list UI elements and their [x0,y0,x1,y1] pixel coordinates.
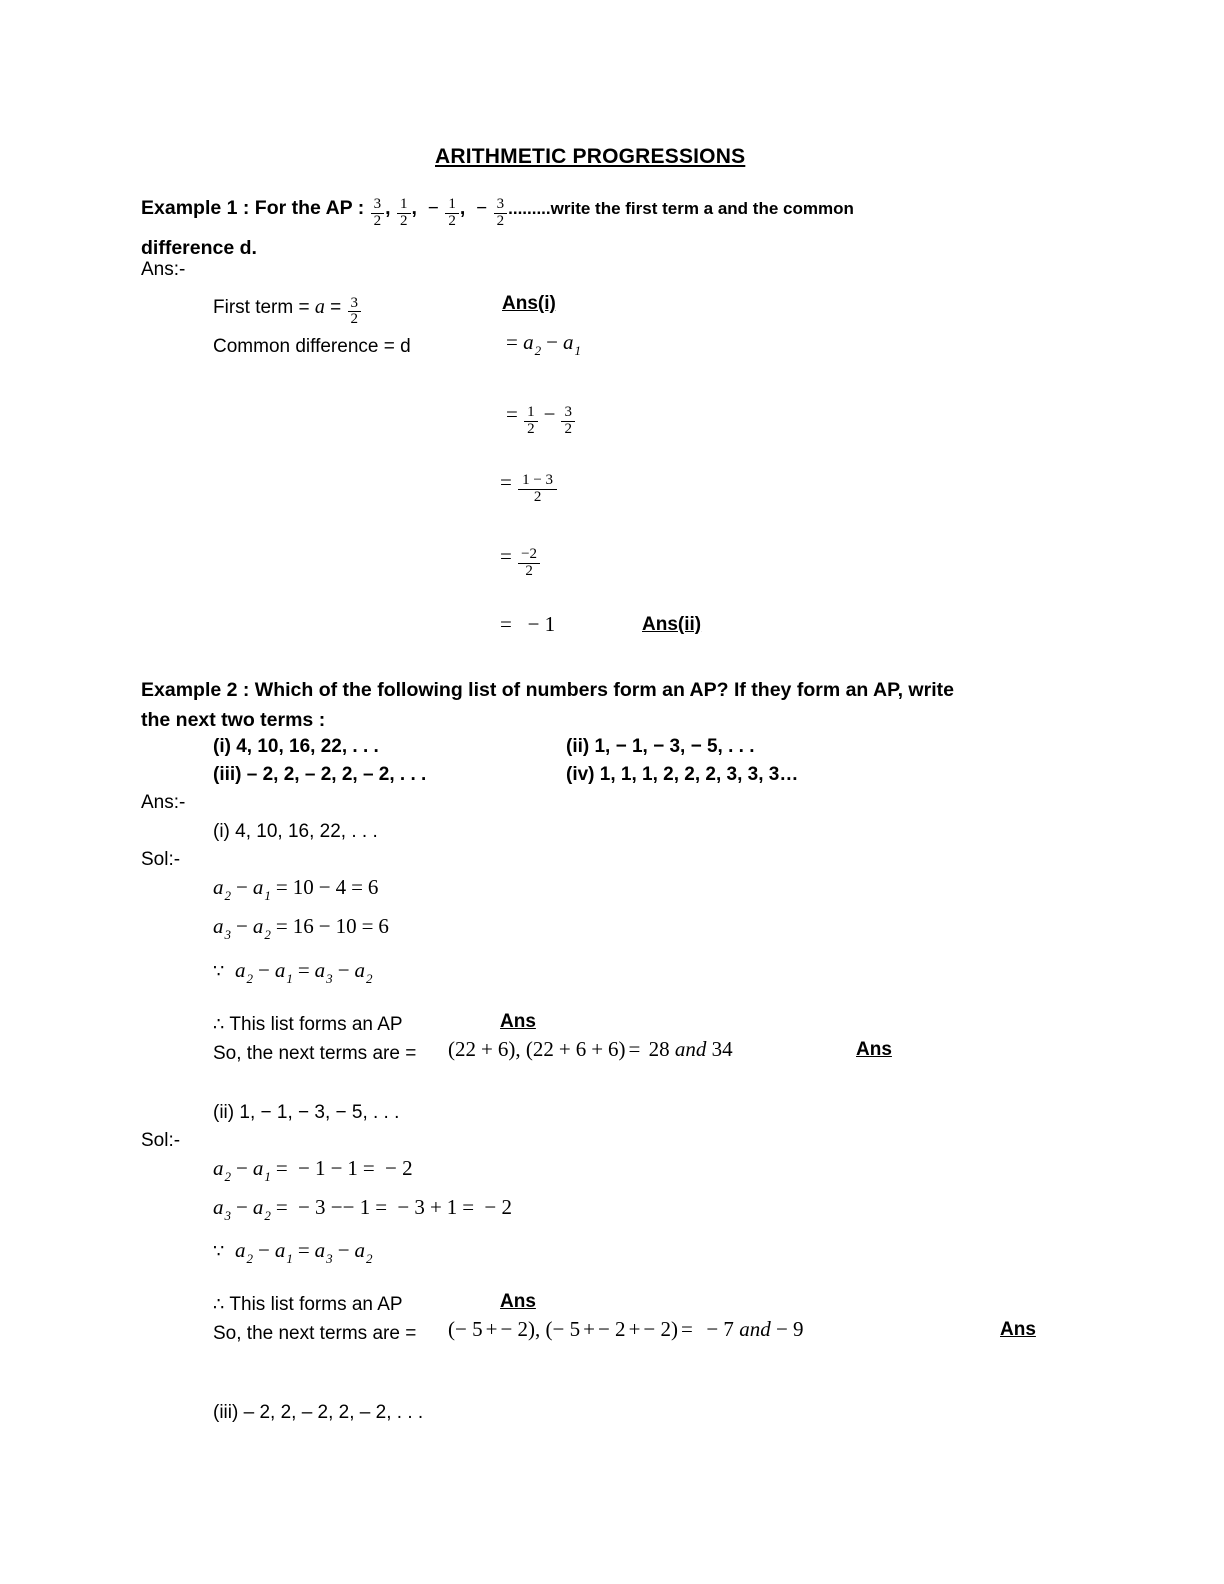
part-i-sol-label: Sol:- [141,849,181,870]
example1-ans-label: Ans:- [141,259,186,280]
example2-heading-line1: Example 2 : Which of the following list of numbers form an AP? If they form an AP, write [141,679,954,701]
cd-step-5: = − 1 [500,612,556,636]
part-i-line1: $a_2 - a_1 = 10 - 4 = 6$ [213,875,379,903]
seq-term-4: $\frac{3}{2}$ [494,197,508,229]
part-ii-next-terms-math: (− 5 + − 2), (− 5 + − 2 + − 2) = − 7 and − 9 [448,1317,804,1341]
part-ii-because: ∵ $a_2 - a_1 = a_3 - a_2$ [213,1238,373,1266]
example2-heading-line2: the next two terms : [141,709,326,731]
example1-heading-line1 [141,188,854,229]
example1-first-term-row [213,292,362,328]
part-ii-conclusion-visible: This list forms an AP [229,1294,403,1315]
example2-item-ii: (ii) 1, − 1, − 3, − 5, . . . [566,736,755,757]
part-i-line2: $a_3 - a_2 = 16 - 10 = 6$ [213,914,389,942]
therefore-icon-2: ∴ [213,1294,225,1315]
example2-item-i: (i) 4, 10, 16, 22, . . . [213,736,379,757]
seq-term-3: $\frac{1}{2}$ [445,197,459,229]
part-i-conclusion [213,1010,403,1040]
cd-step-2: = $\frac{1}{2}$ − $\frac{3}{2}$ [506,402,576,437]
part-ii-conclusion-ans: Ans [500,1291,536,1312]
example1-tail: .........write the first term a and the common [508,199,854,218]
seq-comma-1: , [385,197,391,219]
cd-step4-frac: $\frac{-2}{2}$ [518,547,540,579]
part-ii-line2: $a_3 - a_2$ = − 3 −− 1 = − 3 + 1 = − 2 [213,1195,512,1223]
part-i-conclusion-ans: Ans [500,1011,536,1032]
first-term-var: a [314,296,325,318]
cd-step-4: = $\frac{-2}{2}$ [500,544,541,579]
example1-heading-line2: difference d. [141,237,257,259]
cd-step2-frac-b: $\frac{3}{2}$ [561,405,575,437]
part-ii-restate: (ii) 1, − 1, − 3, − 5, . . . [213,1102,400,1123]
seq-minus-3: − [427,198,439,219]
seq-comma-3: , [459,197,466,219]
part-ii-next-terms-ans: Ans [1000,1319,1036,1340]
part-i-because: ∵ $a_2 - a_1 = a_3 - a_2$ [213,958,373,986]
part-ii-next-terms-prefix: So, the next terms are = [213,1323,417,1344]
cd-step-3: = $\frac{1 - 3}{2}$ [500,470,558,505]
first-term-eq: = [330,297,342,318]
seq-comma-2: , [411,197,417,219]
seq-minus-4: − [476,198,488,219]
example2-item-iv: (iv) 1, 1, 1, 2, 2, 2, 3, 3, 3… [566,764,799,785]
part-ii-sol-label: Sol:- [141,1130,181,1151]
cd-step-1: = $a_2 - a_1$ [506,330,581,358]
example1-label: Example 1 : For the AP : [141,197,365,219]
part-i-next-terms-math: (22 + 6), (22 + 6 + 6) = 28 and 34 [448,1037,733,1061]
part-i-restate: (i) 4, 10, 16, 22, . . . [213,821,378,842]
first-term-text: First term = [213,297,310,318]
example2-item-iii: (iii) – 2, 2, – 2, 2, – 2, . . . [213,764,427,785]
seq-term-1: $\frac{3}{2}$ [371,197,385,229]
part-i-next-terms-ans: Ans [856,1039,892,1060]
ans-ii-marker: Ans(ii) [642,614,702,635]
page-title: ARITHMETIC PROGRESSIONS [435,145,746,168]
part-ii-conclusion [213,1290,403,1320]
part-iii-restate: (iii) – 2, 2, – 2, 2, – 2, . . . [213,1402,424,1423]
ans-i-marker: Ans(i) [502,293,556,314]
common-difference-label: Common difference = d [213,336,411,357]
first-term-value: $\frac{3}{2}$ [348,296,362,328]
example2-ans-label: Ans:- [141,792,186,813]
part-i-conclusion-visible: This list forms an AP [229,1014,403,1035]
cd-step3-frac: $\frac{1 - 3}{2}$ [518,473,557,505]
part-ii-line1: $a_2 - a_1$ = − 1 − 1 = − 2 [213,1156,413,1184]
seq-term-2: $\frac{1}{2}$ [397,197,411,229]
part-i-next-terms-prefix: So, the next terms are = [213,1043,417,1064]
cd-step2-frac-a: $\frac{1}{2}$ [524,405,538,437]
therefore-icon: ∴ [213,1014,225,1035]
